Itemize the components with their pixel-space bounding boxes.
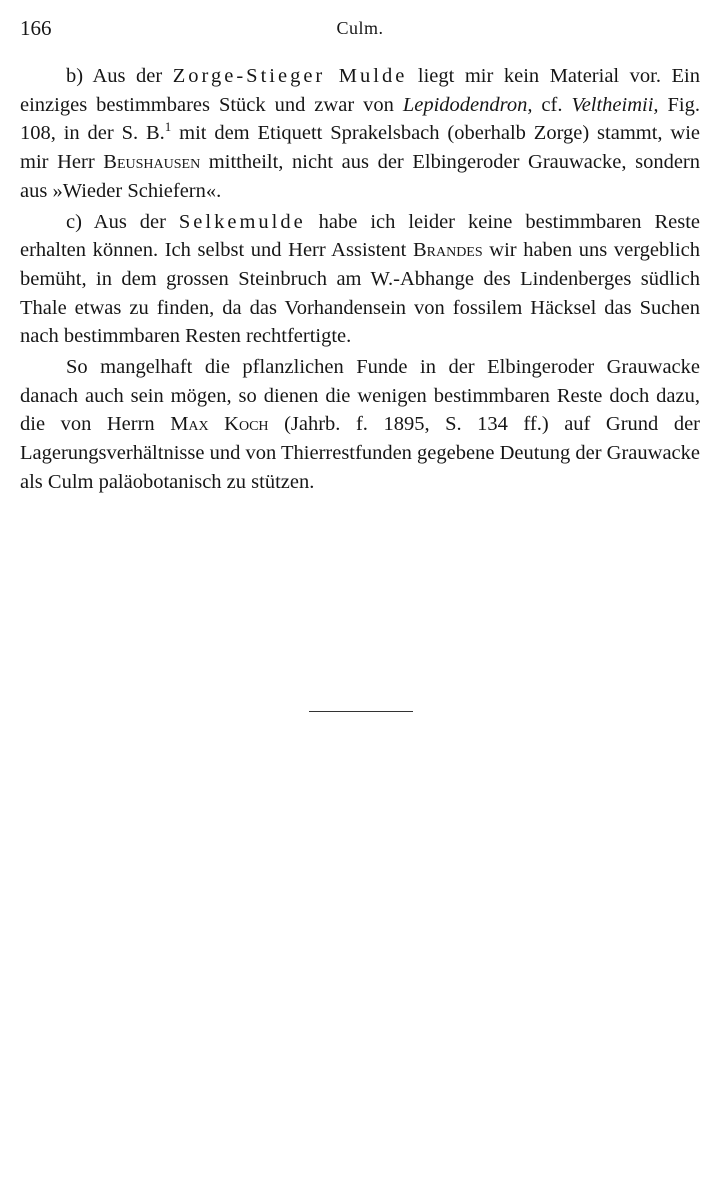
genus-name: Lepidodendron, (402, 93, 533, 116)
footnote-mark: 1 (164, 119, 172, 135)
paragraph-conclusion: So mangelhaft die pflanzlichen Funde in der Elbingeroder Grauwacke danach auch sein mögen, so dienen die wenigen bestimmbaren Reste doch dazu, die von Herrn Max Koch (Jahrb. f. 1895, S. 134 ff.) auf Grund der Lagerungsverhältnisse und von Thierrestfunden gegebene Deutung der Grauwacke als Culm paläobotanisch zu stützen. (20, 356, 700, 493)
page-number: 166 (20, 16, 52, 40)
species-name: Veltheimii, (571, 93, 659, 116)
locality-name: Selkemulde (178, 210, 306, 233)
paragraph-b: b) Aus der Zorge-Stieger Mulde liegt mir kein Material vor. Ein einziges bestimmbares Stück und zwar von Lepidodendron, cf. Veltheimii, Fig. 108, in der S. B.$^1$ mit dem Etiquett Sprakelsbach (oberhalb Zorge) stammt, wie mir Herr Beushausen mittheilt, nicht aus der Elbingeroder Grauwacke, sondern aus »Wieder Schiefern«. (20, 65, 700, 202)
section-end-rule (309, 711, 413, 712)
locality-name: Zorge-Stieger Mulde (172, 65, 408, 87)
person-name: Beushausen (103, 151, 201, 174)
paragraph-c: c) Aus der Selkemulde habe ich leider keine bestimmbaren Reste erhalten können. Ich selbst und Herr Assistent Brandes wir haben uns vergeblich bemüht, in dem grossen Steinbruch am W.-Abhange des Lindenberges südlich Thale etwas zu finden, da das Vorhandensein von fossilem Häcksel das Suchen nach bestimmbaren Resten rechtfertigte. (20, 210, 700, 348)
person-name: Brandes (412, 239, 483, 262)
body-text (20, 62, 700, 499)
person-name: Max Koch (170, 413, 269, 436)
running-head: Culm. (336, 18, 384, 38)
